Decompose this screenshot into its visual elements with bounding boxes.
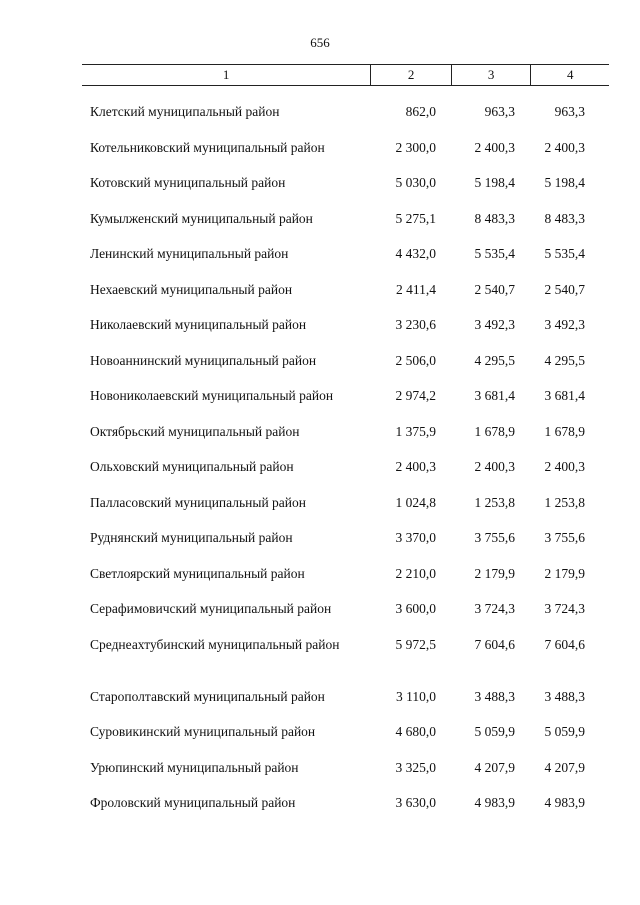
value-column-2: 5 030,0	[395, 175, 436, 190]
table-row	[82, 794, 609, 830]
table-row	[82, 759, 609, 795]
district-name: Светлоярский муниципальный район	[90, 565, 305, 581]
district-name: Котельниковский муниципальный район	[90, 139, 325, 155]
district-name: Среднеахтубинский муниципальный район	[90, 636, 340, 652]
value-column-3: 3 488,3	[474, 688, 515, 704]
district-name: Николаевский муниципальный район	[90, 317, 307, 332]
table-row	[82, 352, 609, 388]
value-column-3: 3 492,3	[474, 317, 515, 332]
table-row	[82, 600, 609, 636]
value-column-4: 4 295,5	[544, 352, 585, 368]
value-column-4: 2 179,9	[544, 565, 585, 581]
value-column-4: 963,3	[554, 104, 585, 119]
table-body	[82, 86, 609, 830]
value-column-3: 2 400,3	[474, 459, 515, 474]
value-column-2: 862,0	[405, 104, 436, 119]
table-row	[82, 636, 609, 688]
value-column-4: 7 604,6	[544, 636, 585, 652]
district-name: Октябрьский муниципальный район	[90, 423, 300, 439]
district-name: Старополтавский муниципальный район	[90, 688, 325, 704]
value-column-2: 3 370,0	[395, 530, 436, 545]
value-column-4: 2 540,7	[544, 281, 585, 297]
table-row	[82, 139, 609, 175]
district-name: Ленинский муниципальный район	[90, 246, 289, 261]
value-column-4: 2 400,3	[544, 459, 585, 474]
value-column-4: 1 253,8	[544, 494, 585, 510]
value-column-2: 1 375,9	[395, 423, 436, 439]
table-row	[82, 529, 609, 565]
table-header	[82, 64, 609, 86]
district-name: Фроловский муниципальный район	[90, 795, 296, 810]
value-column-3: 3 724,3	[474, 601, 515, 616]
table-row	[82, 281, 609, 317]
table-row	[82, 458, 609, 494]
value-column-4: 2 400,3	[544, 139, 585, 155]
value-column-3: 4 295,5	[474, 352, 515, 368]
value-column-3: 1 253,8	[474, 494, 515, 510]
district-name: Ольховский муниципальный район	[90, 459, 294, 474]
data-table	[82, 64, 609, 830]
value-column-2: 4 432,0	[395, 246, 436, 261]
value-column-4: 3 492,3	[544, 317, 585, 332]
column-header-3: 3	[451, 65, 531, 85]
value-column-2: 2 974,2	[395, 388, 436, 403]
value-column-3: 2 179,9	[474, 565, 515, 581]
value-column-2: 3 110,0	[396, 688, 436, 704]
district-name: Руднянский муниципальный район	[90, 530, 293, 545]
district-name: Нехаевский муниципальный район	[90, 281, 293, 297]
table-row	[82, 688, 609, 724]
value-column-4: 4 983,9	[544, 795, 585, 810]
value-column-2: 2 411,4	[396, 281, 436, 297]
value-column-3: 1 678,9	[474, 423, 515, 439]
page-number: 656	[310, 35, 330, 50]
column-header-4: 4	[530, 65, 609, 85]
value-column-3: 5 198,4	[474, 175, 515, 190]
district-name: Урюпинский муниципальный район	[90, 759, 299, 775]
table-row	[82, 723, 609, 759]
value-column-3: 3 681,4	[474, 388, 515, 403]
value-column-2: 2 400,3	[395, 459, 436, 474]
table-row	[82, 103, 609, 139]
value-column-4: 1 678,9	[544, 423, 585, 439]
value-column-2: 2 210,0	[395, 565, 436, 581]
district-name: Котовский муниципальный район	[90, 175, 286, 190]
value-column-4: 3 488,3	[544, 688, 585, 704]
value-column-3: 7 604,6	[474, 636, 515, 652]
value-column-3: 2 400,3	[474, 139, 515, 155]
table-row	[82, 245, 609, 281]
value-column-3: 4 983,9	[474, 795, 515, 810]
value-column-3: 3 755,6	[474, 530, 515, 545]
value-column-3: 5 535,4	[474, 246, 515, 261]
value-column-3: 4 207,9	[474, 759, 515, 775]
column-header-1: 1	[222, 67, 230, 82]
table-row	[82, 210, 609, 246]
value-column-4: 5 535,4	[544, 246, 585, 261]
district-name: Серафимовичский муниципальный район	[90, 601, 332, 616]
value-column-2: 2 506,0	[395, 352, 436, 368]
table-row	[82, 565, 609, 601]
value-column-4: 5 059,9	[544, 724, 585, 739]
value-column-3: 963,3	[484, 104, 515, 119]
table-row	[82, 174, 609, 210]
value-column-2: 1 024,8	[395, 494, 436, 510]
table-row	[82, 494, 609, 530]
column-header-2: 2	[370, 65, 451, 85]
value-column-2: 3 600,0	[395, 601, 436, 616]
value-column-4: 3 724,3	[544, 601, 585, 616]
value-column-4: 8 483,3	[544, 210, 585, 226]
value-column-3: 2 540,7	[474, 281, 515, 297]
value-column-2: 4 680,0	[395, 724, 436, 739]
district-name: Палласовский муниципальный район	[90, 494, 306, 510]
value-column-2: 5 972,5	[395, 636, 436, 652]
table-row	[82, 423, 609, 459]
district-name: Кумылженский муниципальный район	[90, 210, 313, 226]
value-column-3: 5 059,9	[474, 724, 515, 739]
table-row	[82, 316, 609, 352]
value-column-2: 5 275,1	[395, 210, 436, 226]
value-column-4: 4 207,9	[544, 759, 585, 775]
district-name: Новоаннинский муниципальный район	[90, 352, 317, 368]
table-row	[82, 387, 609, 423]
value-column-2: 3 630,0	[395, 795, 436, 810]
district-name: Клетский муниципальный район	[90, 104, 280, 119]
value-column-4: 5 198,4	[544, 175, 585, 190]
value-column-2: 3 325,0	[395, 759, 436, 775]
value-column-4: 3 681,4	[544, 388, 585, 403]
value-column-3: 8 483,3	[474, 210, 515, 226]
value-column-4: 3 755,6	[544, 530, 585, 545]
district-name: Новониколаевский муниципальный район	[90, 388, 334, 403]
value-column-2: 3 230,6	[395, 317, 436, 332]
value-column-2: 2 300,0	[395, 139, 436, 155]
district-name: Суровикинский муниципальный район	[90, 724, 316, 739]
